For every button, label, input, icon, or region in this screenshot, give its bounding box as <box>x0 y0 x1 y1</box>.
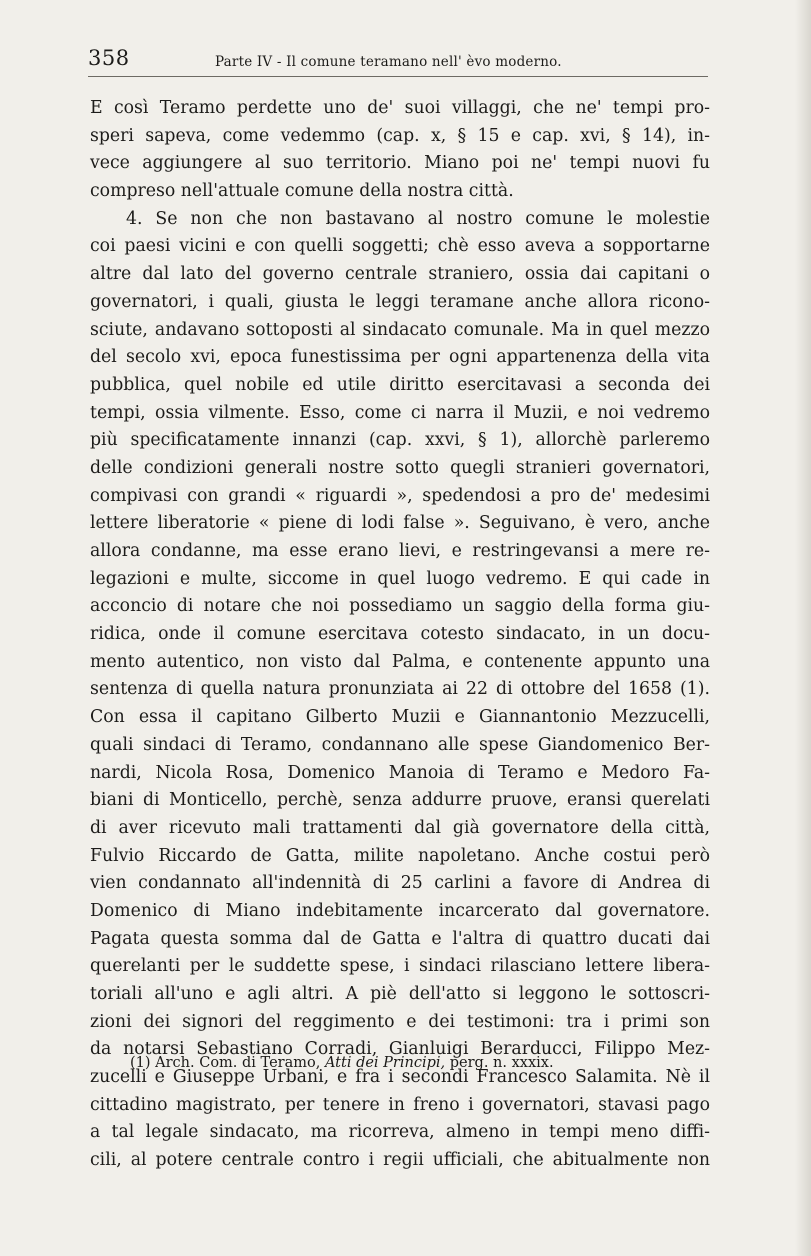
text-line: governatori, i quali, giusta le leggi teramane anche allora ricono- <box>90 291 710 312</box>
text-line: speri sapeva, come vedemmo (cap. x, § 15 e cap. xvi, § 14), in- <box>90 125 710 146</box>
text-line: lettere liberatorie « piene di lodi false ». Seguivano, è vero, anche <box>90 513 710 534</box>
text-line: vece aggiungere al suo territorio. Miano poi ne' tempi nuovi fu <box>90 153 710 174</box>
footnote <box>130 1055 554 1071</box>
text-line: ridica, onde il comune esercitava cotesto sindacato, in un docu- <box>90 624 710 645</box>
text-line: nardi, Nicola Rosa, Domenico Manoia di Teramo e Medoro Fa- <box>90 762 710 783</box>
text-line: compreso nell'attuale comune della nostra città. <box>90 181 514 202</box>
text-line: sciute, andavano sottoposti al sindacato comunale. Ma in quel mezzo <box>90 319 710 340</box>
text-line: tempi, ossia vilmente. Esso, come ci narra il Muzii, e noi vedremo <box>90 402 710 423</box>
header-rule <box>88 76 708 77</box>
page-header <box>88 46 710 76</box>
text-line: acconcio di notare che noi possediamo un saggio della forma giu- <box>90 596 710 617</box>
text-line: legazioni e multe, siccome in quel luogo vedremo. E qui cade in <box>90 568 710 589</box>
text-line: cili, al potere centrale contro i regii ufficiali, che abitualmente non <box>90 1150 710 1171</box>
text-line: sentenza di quella natura pronunziata ai 22 di ottobre del 1658 (1). <box>90 679 710 700</box>
text-line: Con essa il capitano Gilberto Muzii e Giannantonio Mezzucelli, <box>90 707 710 728</box>
running-head: Parte IV - Il comune teramano nell' èvo moderno. <box>215 54 562 70</box>
text-line: del secolo xvi, epoca funestissima per ogni appartenenza della vita <box>90 347 710 368</box>
text-line: quali sindaci di Teramo, condannano alle spese Giandomenico Ber- <box>90 734 710 755</box>
text-line: querelanti per le suddette spese, i sindaci rilasciano lettere libera- <box>90 956 710 977</box>
text-line: delle condizioni generali nostre sotto quegli stranieri governatori, <box>90 457 710 478</box>
text-line: compivasi con grandi « riguardi », spedendosi a pro de' medesimi <box>90 485 710 506</box>
text-line: biani di Monticello, perchè, senza addurre pruove, eransi querelati <box>90 790 710 811</box>
text-line: allora condanne, ma esse erano lievi, e restringevansi a mere re- <box>90 541 710 561</box>
page-number: 358 <box>88 46 130 70</box>
footnote-prefix: (1) Arch. Com. di Teramo, <box>130 1055 325 1071</box>
text-line: da notarsi Sebastiano Corradi, Gianluigi Berarducci, Filippo Mez- <box>90 1039 710 1060</box>
text-line: zucelli e Giuseppe Urbani, e fra i secondi Francesco Salamita. Nè il <box>90 1067 710 1088</box>
text-line: zioni dei signori del reggimento e dei testimoni: tra i primi son <box>90 1011 710 1032</box>
text-line: vien condannato all'indennità di 25 carlini a favore di Andrea di <box>90 873 710 894</box>
text-line: più specificatamente innanzi (cap. xxvi, § 1), allorchè parleremo <box>90 430 710 451</box>
text-line: Fulvio Riccardo de Gatta, milite napoletano. Anche costui però <box>90 845 710 866</box>
footnote-source-title: Atti dei Principi, <box>324 1055 446 1071</box>
text-line: mento autentico, non visto dal Palma, e contenente appunto una <box>90 651 710 672</box>
body-text <box>90 95 710 1175</box>
text-line: pubblica, quel nobile ed utile diritto esercitavasi a seconda dei <box>90 374 710 395</box>
paragraph-2 <box>90 206 710 1175</box>
text-line: 4. Se non che non bastavano al nostro comune le molestie <box>126 208 710 229</box>
paragraph-1 <box>90 95 710 206</box>
text-line: E così Teramo perdette uno de' suoi villaggi, che ne' tempi pro- <box>90 98 710 118</box>
text-line: coi paesi vicini e con quelli soggetti; chè esso aveva a sopportarne <box>90 236 710 257</box>
text-line: altre dal lato del governo centrale straniero, ossia dai capitani o <box>90 264 710 285</box>
text-line: a tal legale sindacato, ma ricorreva, almeno in tempi meno diffi- <box>90 1122 710 1143</box>
text-line: Pagata questa somma dal de Gatta e l'altra di quattro ducati dai <box>90 928 710 949</box>
page-edge-shadow <box>795 0 811 1256</box>
footnote-suffix: perg. n. xxxix. <box>445 1055 554 1071</box>
text-line: cittadino magistrato, per tenere in freno i governatori, stavasi pago <box>90 1094 710 1115</box>
text-line: toriali all'uno e agli altri. A piè dell'atto si leggono le sottoscri- <box>90 984 710 1004</box>
text-line: Domenico di Miano indebitamente incarcerato dal governatore. <box>90 900 710 921</box>
text-line: di aver ricevuto mali trattamenti dal già governatore della città, <box>90 817 710 838</box>
